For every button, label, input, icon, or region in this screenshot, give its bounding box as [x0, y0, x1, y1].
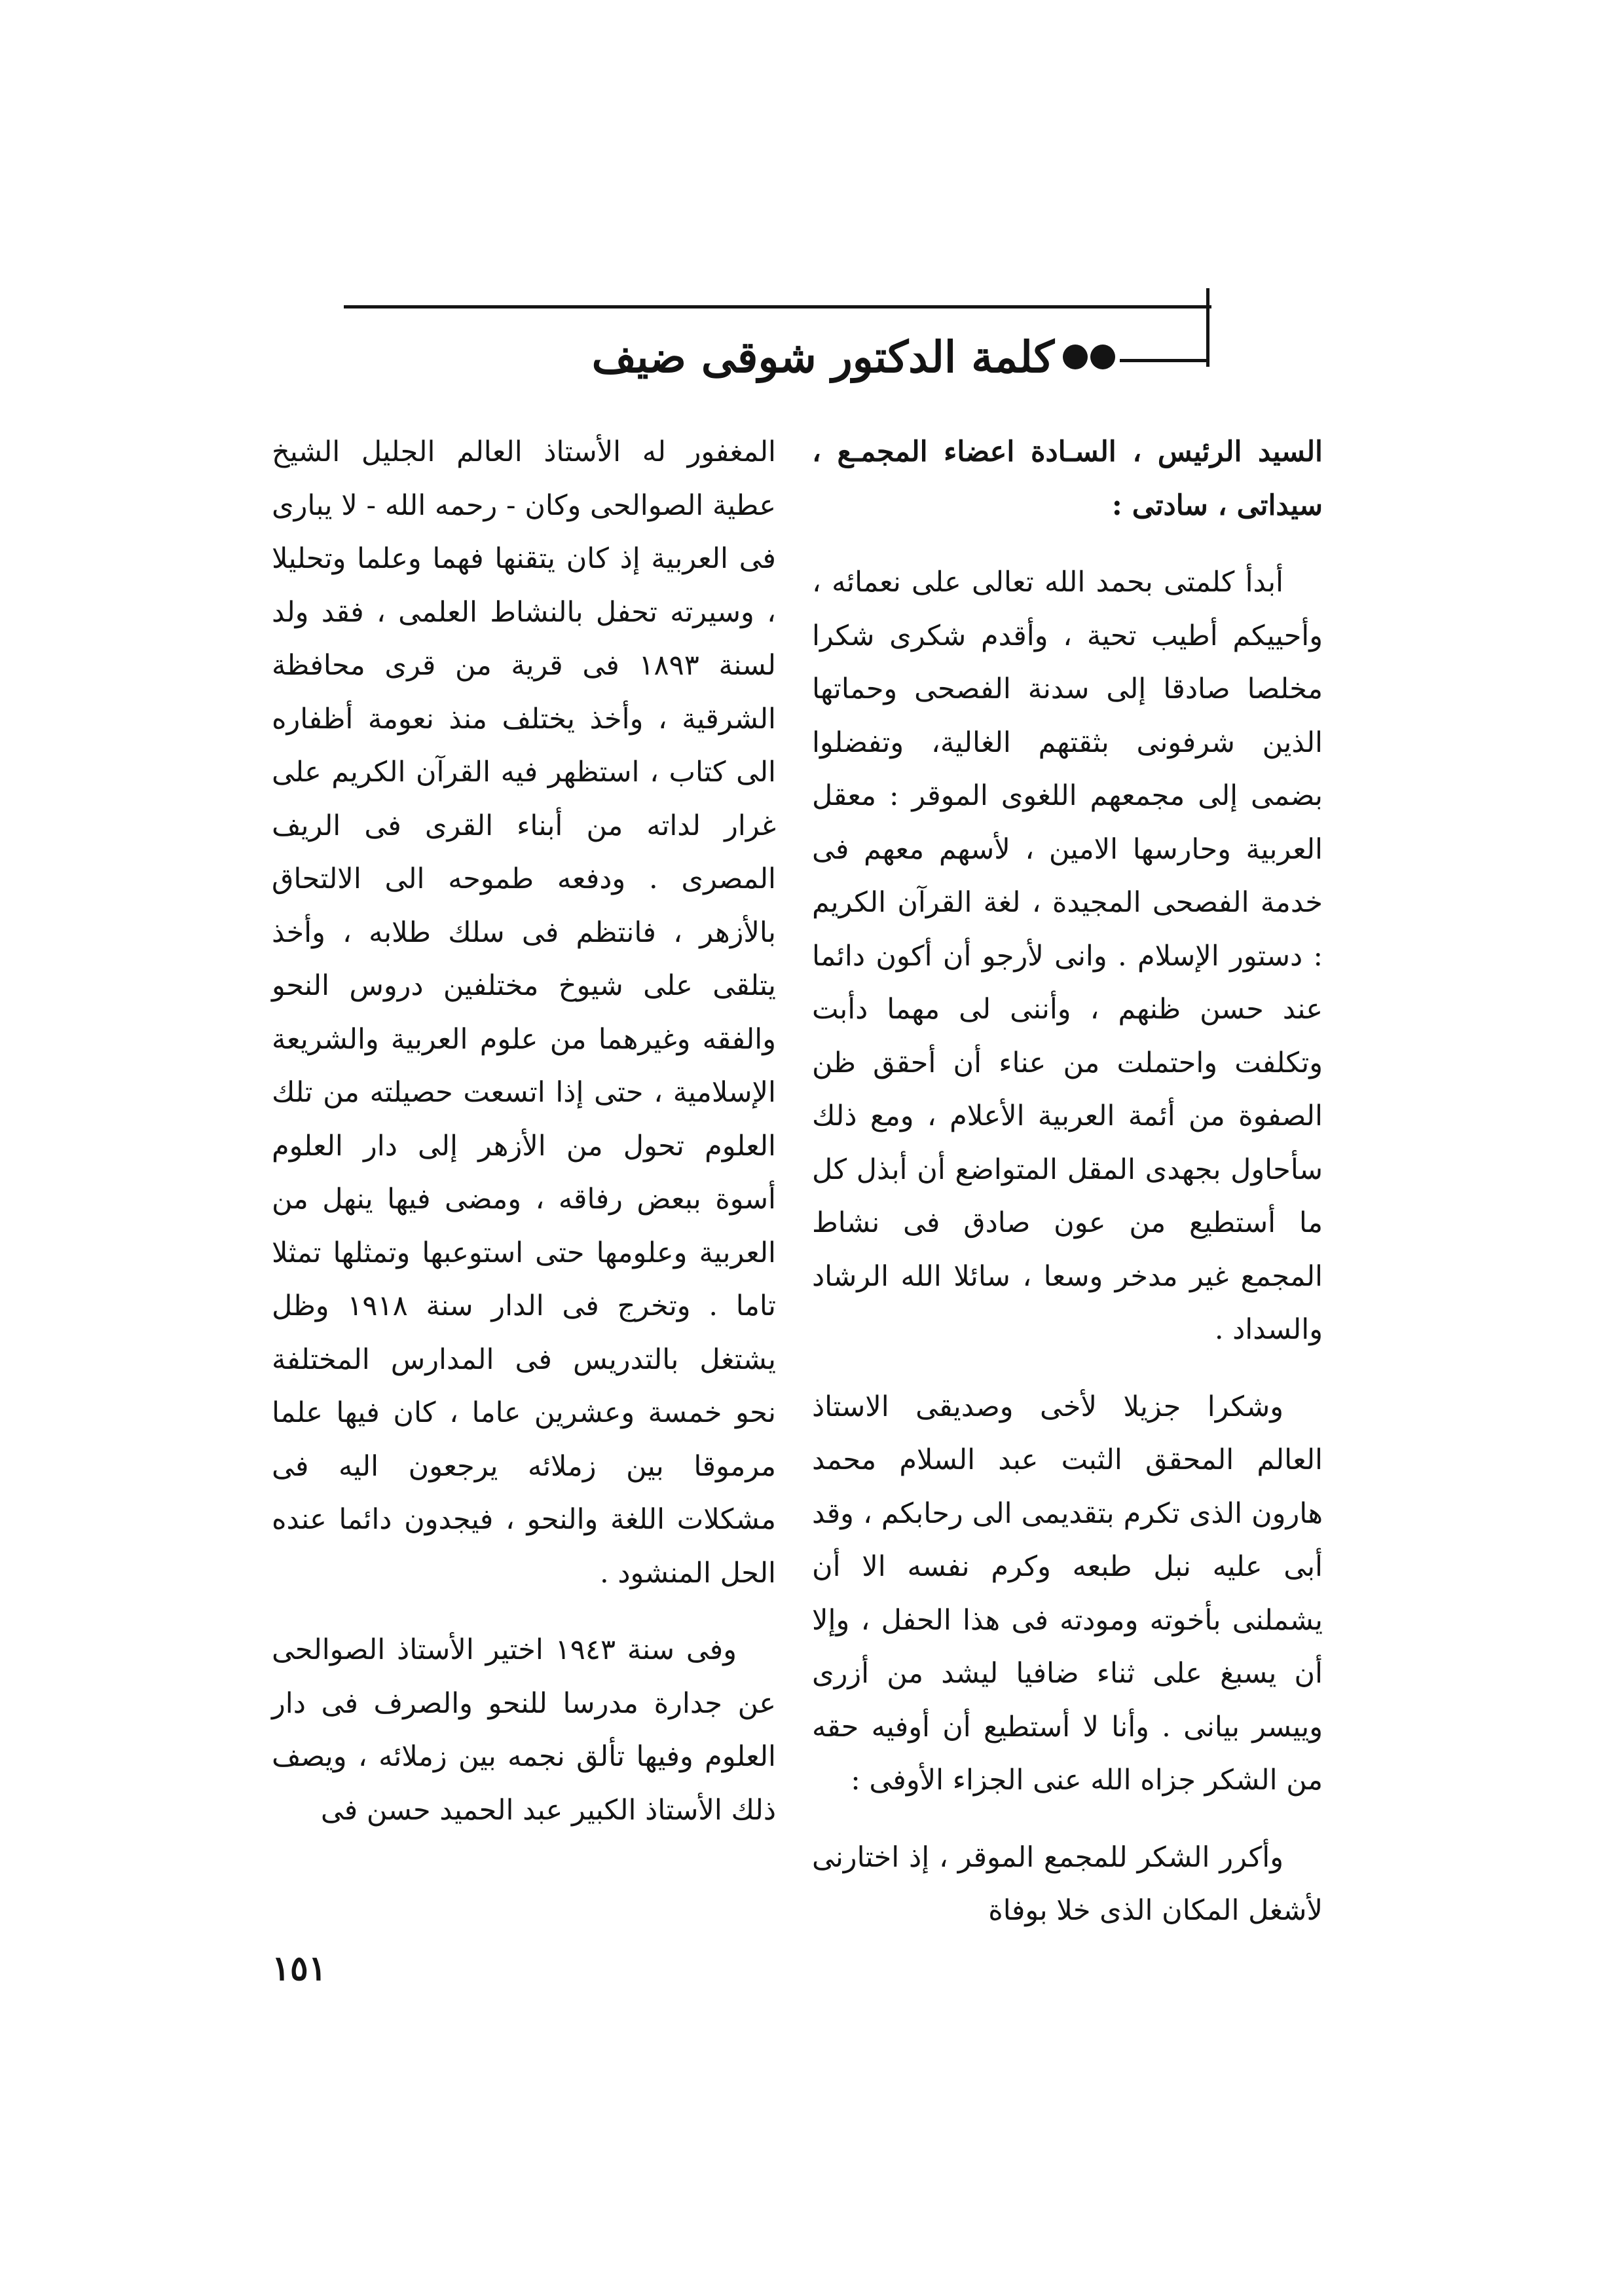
salutation: السيد الرئيس ، السـادة اعضاء المجمـع ، سيداتى ، سادتى : — [812, 436, 1323, 522]
paragraph: وأكرر الشكر للمجمع الموقر ، إذ اختارنى لأشغل المكان الذى خلا بوفاة — [812, 1840, 1323, 1927]
header-top-rule — [344, 305, 1211, 308]
paragraph: المغفور له الأستاذ العالم الجليل الشيخ عطية الصوالحى وكان - رحمه الله - لا يبارى فى العربية إذ كان يتقنها فهما وعلما وتحليلا ، وسيرته تحفل بالنشاط العلمى ، فقد ولد لسنة ١٨٩٣ فى قرية من قرى محافظة الشرقية ، وأخذ يختلف منذ نعومة أظفاره الى كتاب ، استظهر فيه القرآن الكريم على غرار لداته من أبناء القرى فى الريف المصرى . ودفعه طموحه الى الالتحاق بالأزهر ، فانتظم فى سلك طلابه ، وأخذ يتلقى على شيوخ مختلفين دروس النحو والفقه وغيرهما من علوم العربية والشريعة الإسلامية ، حتى إذا اتسعت حصيلته من تلك العلوم تحول من الأزهر إلى دار العلوم أسوة ببعض رفاقه ، ومضى فيها ينهل من العربية وعلومها حتى استوعبها وتمثلها تمثلا تاما . وتخرج فى الدار سنة ١٩١٨ وظل يشتغل بالتدريس فى المدارس المختلفة نحو خمسة وعشرين عاما ، كان فيها علما مرموقا بين زملائه يرجعون اليه فى مشكلات اللغة والنحو ، فيجدون دائما عنده الحل المنشود . — [272, 436, 776, 1590]
paragraph: وشكرا جزيلا لأخى وصديقى الاستاذ العالم المحقق الثبت عبد السلام محمد هارون الذى تكرم بتقديمى الى رحابكم ، وقد أبى عليه نبل طبعه وكرم نفسه الا أن يشملنى بأخوته ومودته فى هذا الحفل ، وإلا أن يسبغ على ثناء ضافيا ليشد من أزرى وييسر بيانى . وأنا لا أستطيع أن أوفيه حقه من الشكر جزاه الله عنى الجزاء الأوفى : — [812, 1390, 1323, 1797]
right-column — [812, 426, 1323, 1938]
header-vertical-rule — [1206, 288, 1209, 367]
paragraph: وفى سنة ١٩٤٣ اختير الأستاذ الصوالحى عن جدارة مدرسا للنحو والصرف فى دار العلوم وفيها تألق نجمه بين زملائه ، ويصف ذلك الأستاذ الكبير عبد الحميد حسن فى — [272, 1633, 776, 1827]
paragraph: أبدأ كلمتى بحمد الله تعالى على نعمائه ، وأحييكم أطيب تحية ، وأقدم شكرى شكرا مخلصا صادقا إلى سدنة الفصحى وحماتها الذين شرفونى بثقتهم الغالية، وتفضلوا بضمى إلى مجمعهم اللغوى الموقر : معقل العربية وحارسها الامين ، لأسهم معهم فى خدمة الفصحى المجيدة ، لغة القرآن الكريم : دستور الإسلام . وانى لأرجو أن أكون دائما عند حسن ظنهم ، وأننى لى مهما دأبت وتكلفت واحتملت من عناء أن أحقق ظن الصفوة من أئمة العربية الأعلام ، ومع ذلك سأحاول بجهدى المقل المتواضع أن أبذل كل ما أستطيع من عون صادق فى نشاط المجمع غير مدخر وسعا ، سائلا الله الرشاد والسداد . — [812, 566, 1323, 1346]
left-column — [272, 426, 776, 1837]
page-number: ١٥١ — [272, 1949, 327, 1988]
page-title: كلمة الدكتور شوقى ضيف — [591, 331, 1054, 382]
header-side-rule — [1120, 359, 1208, 362]
title-ornament-dots-icon — [1061, 341, 1120, 373]
